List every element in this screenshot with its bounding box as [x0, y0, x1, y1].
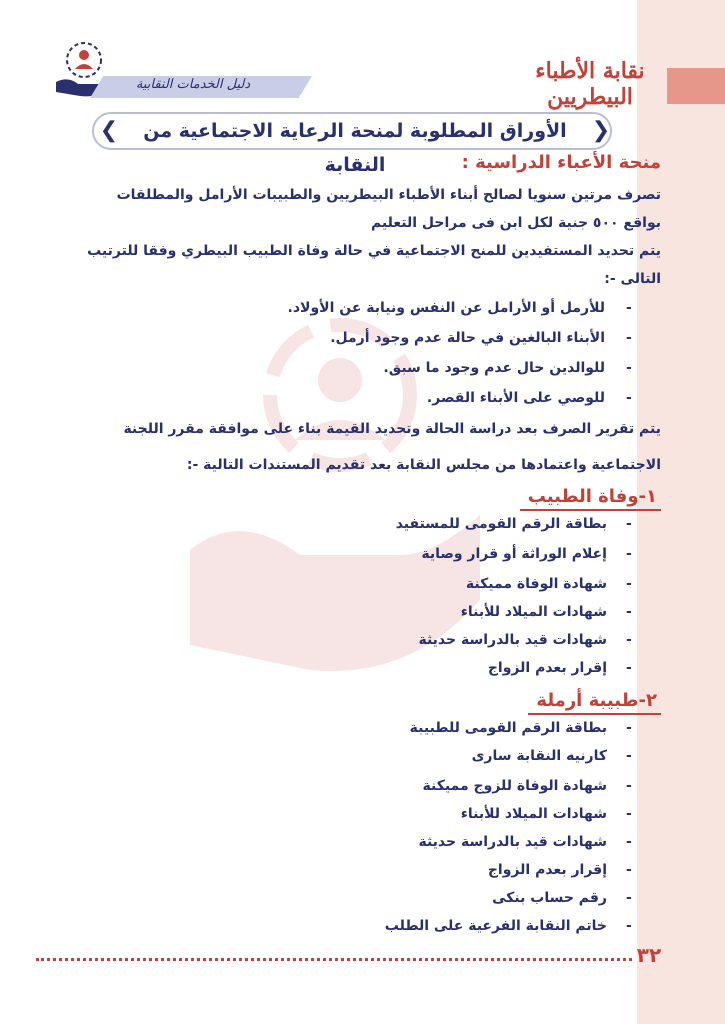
- subsection-heading: [520, 486, 661, 507]
- page-title: الأوراق المطلوبة لمنحة الرعاية الاجتماعية من النقابة: [143, 120, 567, 176]
- list-item: شهادات قيد بالدراسة حديثة: [418, 632, 607, 648]
- list-item: إقرار بعدم الزواج: [487, 862, 607, 878]
- guide-label: دليل الخدمات النقابية: [135, 77, 251, 92]
- list-item: شهادة الوفاة مميكنة: [465, 576, 607, 592]
- list-item: بطاقة الرقم القومى للمستفيد: [395, 516, 607, 532]
- list-item: خاتم النقابة الفرعية على الطلب: [384, 918, 607, 934]
- list-item: شهادات قيد بالدراسة حديثة: [418, 834, 607, 850]
- syndicate-logo: نقابة الأطباء البيطريين: [535, 58, 645, 110]
- list-item: الأبناء البالغين في حالة عدم وجود أرمل.: [330, 330, 605, 346]
- paragraph-line: يتم تحديد المستفيدين للمنح الاجتماعية في حالة وفاة الطبيب البيطري وفقا للترتيب: [87, 243, 661, 259]
- list-bullet: -: [626, 720, 632, 736]
- list-bullet: -: [626, 360, 632, 376]
- list-bullet: -: [626, 806, 632, 822]
- list-bullet: -: [626, 918, 632, 934]
- paragraph-line: بواقع ٥٠٠ جنية لكل ابن فى مراحل التعليم: [370, 215, 661, 231]
- list-bullet: -: [626, 390, 632, 406]
- list-bullet: -: [626, 660, 632, 676]
- list-item: كارنيه النقابة سارى: [471, 748, 607, 764]
- list-bullet: -: [626, 862, 632, 878]
- list-bullet: -: [626, 546, 632, 562]
- list-item: إعلام الوراثة أو قرار وصاية: [421, 546, 607, 562]
- list-bullet: -: [626, 330, 632, 346]
- list-item: للوالدين حال عدم وجود ما سبق.: [383, 360, 605, 376]
- list-item: للوصي على الأبناء القصر.: [426, 390, 605, 406]
- list-bullet: -: [626, 632, 632, 648]
- subsection-heading-text: ١-وفاة الطبيب: [520, 486, 661, 511]
- list-item: رقم حساب بنكى: [492, 890, 607, 906]
- footer-dotted-rule: [36, 958, 632, 961]
- section-heading: منحة الأعباء الدراسية :: [461, 152, 661, 173]
- list-item: شهادات الميلاد للأبناء: [460, 806, 607, 822]
- list-bullet: -: [626, 300, 632, 316]
- subsection-heading-text: ٢-طبيبة أرملة: [528, 690, 661, 715]
- paragraph-line: التالى -:: [604, 271, 661, 287]
- paragraph-line: يتم تقرير الصرف بعد دراسة الحالة وتحديد القيمة بناء على موافقة مقرر اللجنة: [123, 421, 661, 437]
- list-bullet: -: [626, 576, 632, 592]
- list-bullet: -: [626, 604, 632, 620]
- list-item: إقرار بعدم الزواج: [487, 660, 607, 676]
- list-bullet: -: [626, 778, 632, 794]
- list-bullet: -: [626, 890, 632, 906]
- list-item: بطاقة الرقم القومى للطبيبة: [409, 720, 607, 736]
- right-margin-tab: [667, 68, 725, 104]
- paragraph-line: الاجتماعية واعتمادها من مجلس النقابة بعد تقديم المستندات التالية -:: [186, 457, 661, 473]
- page-number: ٣٢: [636, 943, 662, 967]
- list-item: شهادات الميلاد للأبناء: [460, 604, 607, 620]
- list-bullet: -: [626, 748, 632, 764]
- chevron-icon: ❮: [99, 118, 119, 143]
- paragraph-line: تصرف مرتين سنويا لصالح أبناء الأطباء البيطريين والطبيبات الأرامل والمطلقات: [116, 187, 661, 203]
- list-item: شهادة الوفاة للزوج مميكنة: [422, 778, 607, 794]
- chevron-icon: ❯: [591, 118, 611, 143]
- list-item: للأرمل أو الأرامل عن النفس ونيابة عن الأولاد.: [287, 300, 605, 316]
- list-bullet: -: [626, 834, 632, 850]
- subsection-heading: [528, 690, 661, 711]
- list-bullet: -: [626, 516, 632, 532]
